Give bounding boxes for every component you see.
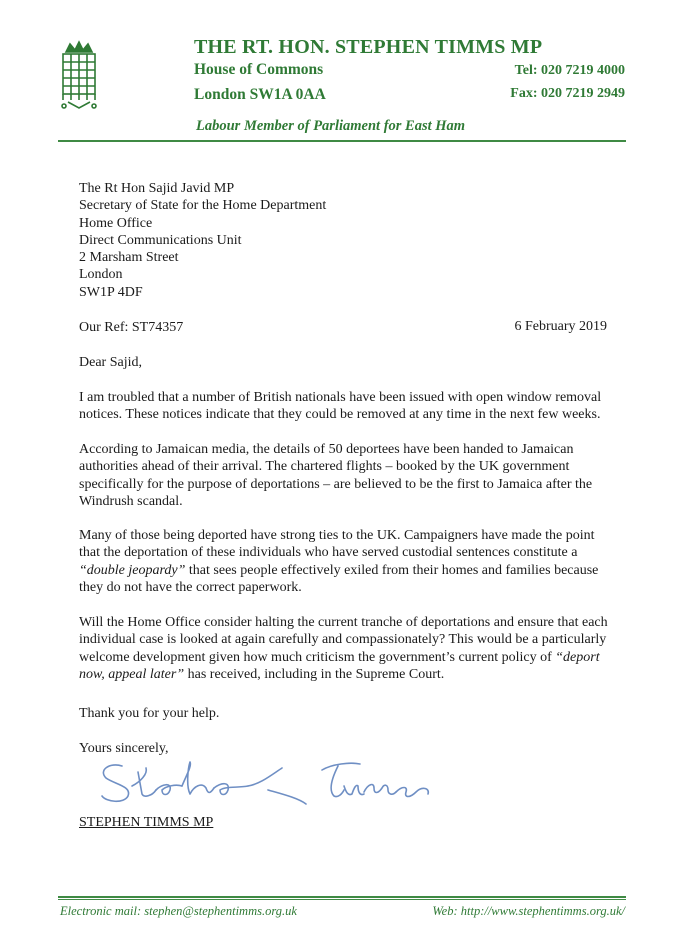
- paragraph-3-text: Many of those being deported have strong ties to the UK. Campaigners have made the point that the deportation of these individuals who have served custodial sentences constitute a: [79, 528, 595, 561]
- footer-website: Web: http://www.stephentimms.org.uk/: [432, 904, 625, 918]
- paragraph-4: [79, 614, 619, 683]
- paragraph-3-text: that sees people effectively exiled from their homes and families because they do not have the correct paperwork.: [79, 562, 599, 595]
- recipient-line: Secretary of State for the Home Department: [79, 198, 327, 214]
- thanks-line: Thank you for your help.: [79, 706, 220, 721]
- salutation: Dear Sajid,: [79, 355, 142, 370]
- recipient-line: Home Office: [79, 215, 153, 231]
- paragraph-2: According to Jamaican media, the details of 50 deportees have been handed to Jamaican authorities ahead of their arrival. The chartered flights – booked by the UK government specifically for the purpose of deportations – are believed to be the first to Jamaica after the Windrush scandal.: [79, 442, 593, 509]
- recipient-line: London: [79, 267, 123, 283]
- signatory-name: STEPHEN TIMMS MP: [79, 815, 214, 830]
- recipient-line: The Rt Hon Sajid Javid MP: [79, 181, 235, 196]
- fax-number: Fax: 020 7219 2949: [510, 86, 625, 101]
- footer-divider: [58, 899, 626, 900]
- paragraph-4-text: has received, including in the Supreme Court.: [184, 666, 445, 682]
- party-tagline: Labour Member of Parliament for East Ham: [196, 118, 466, 134]
- our-reference: Our Ref: ST74357: [79, 320, 184, 335]
- header-divider: [58, 140, 626, 142]
- paragraph-3: [79, 527, 619, 596]
- letterhead-address: London SW1A 0AA: [194, 86, 326, 103]
- footer-divider: [58, 896, 626, 898]
- footer-email: Electronic mail: stephen@stephentimms.org.uk: [60, 904, 297, 918]
- paragraph-3-quote: “double jeopardy”: [79, 562, 186, 578]
- portcullis-icon: [58, 40, 100, 112]
- house-of-commons: House of Commons: [194, 61, 324, 78]
- mp-name-heading: THE RT. HON. STEPHEN TIMMS MP: [194, 36, 543, 58]
- paragraph-4-quote: “deport now, appeal later”: [79, 649, 600, 682]
- closing-line: Yours sincerely,: [79, 741, 169, 756]
- letter-date: 6 February 2019: [514, 319, 607, 334]
- recipient-line: 2 Marsham Street: [79, 250, 179, 266]
- recipient-line: Direct Communications Unit: [79, 232, 242, 248]
- telephone-number: Tel: 020 7219 4000: [514, 63, 625, 78]
- paragraph-1: I am troubled that a number of British nationals have been issued with open window removal notices. These notices indicate that they could be removed at any time in the next few weeks.: [79, 390, 602, 423]
- recipient-line: SW1P 4DF: [79, 284, 143, 300]
- paragraph-4-text: Will the Home Office consider halting the current tranche of deportations and ensure that each individual case is looked at again carefully and compassionately? This would be a particularly welcome development given how much criticism the government’s current policy of: [79, 615, 608, 665]
- recipient-address: [79, 180, 326, 301]
- handwritten-signature: [92, 756, 442, 812]
